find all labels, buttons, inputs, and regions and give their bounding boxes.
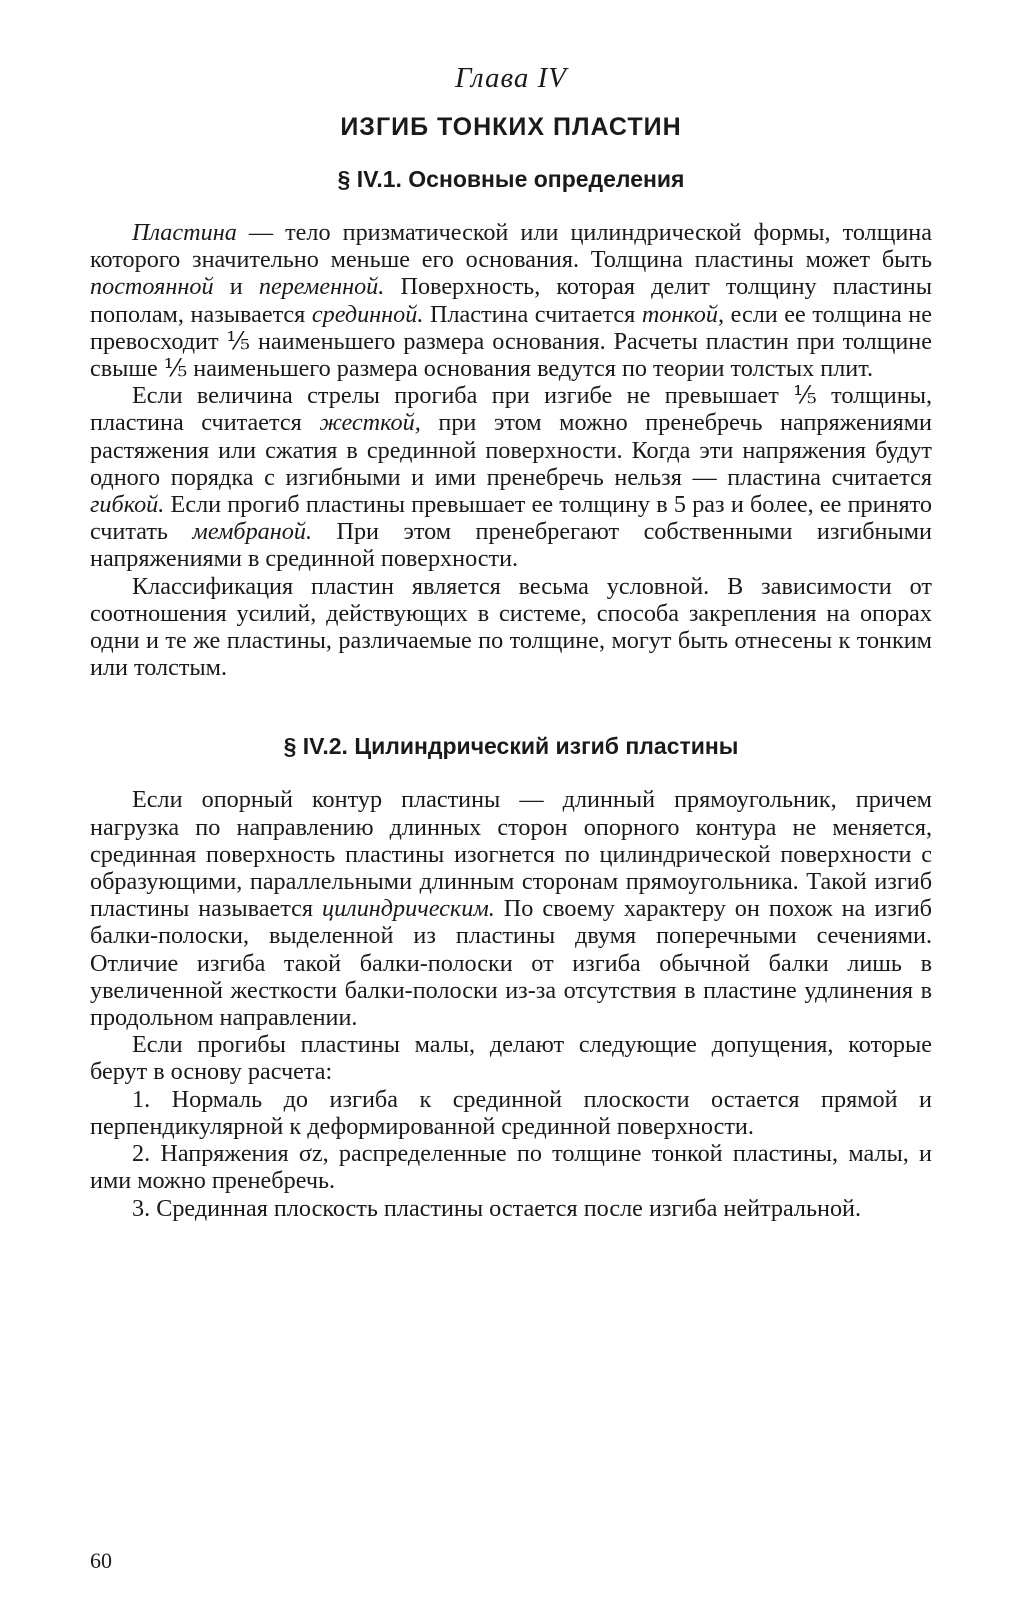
text-run: Если величина стрелы прогиба при изгибе не превышает ⅕ толщины, пластина считается: [90, 382, 932, 437]
section-1-paragraph-1: [90, 219, 932, 382]
text-run: если ее толщина не превосходит ⅕ наименьшего размера основания. Расчеты пластин при толщине свыше ⅕ наименьшего размера основания ведутся по теории толстых плит.: [90, 300, 932, 383]
section-1-paragraph-3: Классификация пластин является весьма условной. В зависимости от соотношения усилий, действующих в системе, способа закрепления на опорах одни и те же пластины, различаемые по толщине, могут быть отнесены к тонким или толстым.: [90, 572, 932, 682]
section-1-title: § IV.1. Основные определения: [337, 166, 685, 192]
term-thin: тонкой,: [641, 300, 725, 328]
page-number: 60: [90, 1548, 112, 1573]
assumption-item-1: 1. Нормаль до изгиба к срединной плоскости остается прямой и перпендикулярной к деформированной срединной поверхности.: [90, 1085, 932, 1140]
section-2-paragraph-2: Если прогибы пластины малы, делают следующие допущения, которые берут в основу расчета:: [90, 1031, 932, 1086]
assumption-item-3: 3. Срединная плоскость пластины остается после изгиба нейтральной.: [132, 1194, 862, 1222]
text-run: — тело призматической или цилиндрической формы, толщина которого значительно меньше его основания. Толщина пластины может быть: [90, 219, 932, 274]
term-rigid: жесткой,: [319, 409, 421, 437]
term-median: срединной.: [311, 300, 424, 328]
text-run: При этом пренебрегают собственными изгибными напряжениями в срединной поверхности.: [90, 518, 933, 573]
term-membrane: мембраной.: [192, 518, 313, 546]
text-run: Пластина считается: [423, 300, 642, 328]
section-1-paragraph-2: [90, 382, 932, 572]
page-body: [90, 62, 932, 1222]
text-run: Если опорный контур пластины — длинный прямоугольник, причем нагрузка по направлению длинных сторон опорного контура не меняется, срединная поверхность пластины изогнется по цилиндрической поверхности с образующими, параллельными длинным сторонам прямоугольника. Такой изгиб пластины называется: [90, 786, 932, 923]
term-variable: переменной.: [258, 273, 385, 301]
text-run: и: [213, 273, 259, 301]
text-run: По своему характеру он похож на изгиб балки-полоски, выделенной из пластины двумя поперечными сечениями. Отличие изгиба такой балки-полоски от изгиба обычной балки лишь в увеличенной жесткости балки-полоски из-за отсутствия в пластине удлинения в продольном направлении.: [90, 895, 932, 1032]
term-cylindrical: цилиндрическим.: [321, 895, 495, 923]
section-2-title: § IV.2. Цилиндрический изгиб пластины: [283, 733, 739, 760]
section-2-paragraph-1: [90, 786, 932, 1031]
term-constant: постоянной: [90, 273, 214, 301]
text-run: Поверхность, которая делит толщину пластины пополам, называется: [90, 273, 932, 328]
chapter-label: Глава IV: [455, 62, 567, 94]
assumption-item-2: 2. Напряжения σz, распределенные по толщине тонкой пластины, малы, и ими можно пренебречь.: [90, 1140, 932, 1195]
text-run: Если прогиб пластины превышает ее толщину в 5 раз и более, ее принято считать: [90, 491, 932, 546]
term-flexible: гибкой.: [90, 491, 165, 519]
term-plastina: Пластина: [132, 219, 237, 246]
chapter-title: ИЗГИБ ТОНКИХ ПЛАСТИН: [340, 113, 682, 141]
text-run: при этом можно пренебречь напряжениями растяжения или сжатия в срединной поверхности. Когда эти напряжения будут одного порядка с изгибными и ими пренебречь нельзя — пластина считается: [90, 409, 932, 491]
